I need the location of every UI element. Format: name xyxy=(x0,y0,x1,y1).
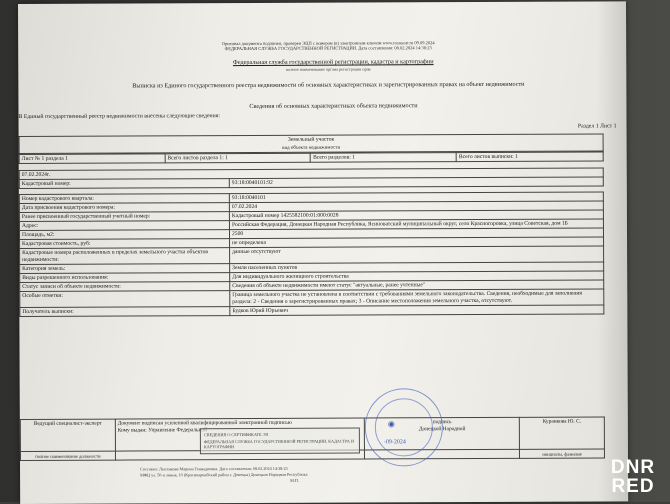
stamp-date: -09-2024 xyxy=(384,439,406,445)
row-label: Категория земель: xyxy=(20,264,230,274)
row-label: Получатель выписки: xyxy=(20,307,230,317)
intro-text: В Единый государственный реестр недвижимости внесены следующие сведения: xyxy=(18,113,220,120)
seal-ring xyxy=(375,398,433,456)
cadastral-value: 93:18:0040101:92 xyxy=(229,177,603,188)
name-caption: инициалы, фамилия xyxy=(520,449,605,458)
row-value: 2500 xyxy=(229,228,603,239)
row-label: Кадастровая стоимость, руб: xyxy=(20,239,230,249)
row-value: Российская Федерация, Донецкая Народная Республика, Ясиноватский муниципальный округ, село Красногоровка, улица Советская, дом 1Б xyxy=(229,219,603,230)
position-caption: полное наименование должности xyxy=(20,451,115,460)
object-kind: Земельный участок xyxy=(19,134,603,145)
row-label: Статус записи об объекте недвижимости: xyxy=(20,282,230,292)
doc-signed-label: Документ подписан усиленной квалифицированной электронной подписью xyxy=(118,419,363,427)
watermark-line-1: DNR xyxy=(604,458,662,477)
row-label: Дата присвоения кадастрового номера: xyxy=(19,203,229,213)
section-label: Раздел 1 Лист 1 xyxy=(578,123,617,129)
signer-name: Куранкова Ю. С. xyxy=(519,417,604,449)
row-value: данные отсутствуют xyxy=(230,246,604,264)
region-label: Донецкой Народной xyxy=(367,425,517,433)
row-label: Ранее присвоенный государственный учетный номер: xyxy=(19,212,229,222)
row-value: Будков Юрий Юрьевич xyxy=(230,305,604,316)
official-seal-icon xyxy=(365,388,443,466)
row-value: Граница земельного участка не установлена в соответствии с требованиями земельного законодательства. Сведения, необходимые для заполнения раздела: 2 - Сведения о зарегистрированных правах; 3 - Описание местоположения земельного участка, отсутствуют. xyxy=(230,289,604,307)
certificate-box xyxy=(200,428,360,455)
position-label: Ведущий специалист-эксперт xyxy=(20,419,115,451)
extract-title: Выписка из Единого государственного реестра недвижимости об основных характеристиках и зарегистрированных правах на объект недвижимости xyxy=(58,80,598,89)
date-table xyxy=(19,167,604,189)
footer-line-2: МФЦ ул. 50-я линия, 10 (Красноармейский район г. Донецка) Донецкая Народная Республика xyxy=(140,472,307,478)
row-value: 07.02.2024 xyxy=(229,201,603,212)
watermark-line-2: RED xyxy=(604,477,662,496)
service-name: Федеральная служба государственной регистрации, кадастра и картографии xyxy=(118,58,548,67)
row-label: Кадастровые номера расположенных в пределах земельного участка объектов недвижимости: xyxy=(20,248,230,265)
issuer-text: ФЕДЕРАЛЬНАЯ СЛУЖБА ГОСУДАРСТВЕННОЙ РЕГИСТРАЦИИ, КАДАСТРА И КАРТОГРАФИИ xyxy=(204,439,358,450)
row-label: Номер кадастрового квартала: xyxy=(19,194,229,204)
section-title: Сведения об основных характеристиках объекта недвижимости xyxy=(118,102,548,111)
fine-print-2: ФЕДЕРАЛЬНАЯ СЛУЖБА ГОСУДАРСТВЕННОЙ РЕГИСТРАЦИИ. Дата составления: 08.02.2024 14:38:23 xyxy=(128,45,528,52)
document-sheet xyxy=(18,1,628,504)
footer-line-3: М.П. xyxy=(290,478,299,483)
fine-print-1: Оригинал документа подлинен, проверен ЭЦП с номером (в) электронным ключом www.rosreestr.ru 09.09.2024 xyxy=(128,40,528,47)
row-label: Особые отметки: xyxy=(20,291,230,308)
row-value: Для индивидуального жилищного строительства xyxy=(230,271,604,282)
properties-table xyxy=(19,191,605,317)
row-label: Адрес: xyxy=(19,221,229,231)
list-label: Лист № 1 раздела 1 xyxy=(19,154,165,164)
table-row xyxy=(20,305,604,317)
cert-text: СВЕДЕНИЯ О СЕРТИФИКАТЕ ЭП xyxy=(204,432,269,437)
seal-emblem: ◉ xyxy=(388,419,395,428)
sign-word: подпись xyxy=(367,418,517,426)
total-sections: Всего разделов: 1 xyxy=(311,153,457,163)
cadastral-label: Кадастровый номер: xyxy=(19,179,229,189)
total-section-sheets: Всего листов раздела 1: 1 xyxy=(165,153,311,163)
row-value: Кадастровый номер 1425582100:01:000:0028 xyxy=(229,210,603,221)
extract-date: 07.02.2024г. xyxy=(19,168,603,180)
row-label: Площадь, м2: xyxy=(19,230,229,240)
row-value: 93:18:0040101 xyxy=(229,192,603,203)
watermark-logo xyxy=(604,458,662,496)
row-value: не определена xyxy=(230,237,604,248)
department-label: Кому выдан: Управление Федеральной xyxy=(118,426,363,434)
footer-line-1: Составил: Лысенкова Марина Геннадиевна. Дата составления: 08.02.2024 14:38:23 xyxy=(140,466,288,472)
sheet-counter-table xyxy=(19,151,604,164)
row-value: Сведения об объекте недвижимости имеют статус "актуальные, ранее учтенные" xyxy=(230,280,604,291)
service-caption: полное наименование органа регистрации прав xyxy=(228,66,428,72)
object-kind-caption: вид объекта недвижимости xyxy=(19,142,603,153)
row-label: Виды разрешенного использования: xyxy=(20,273,230,283)
total-extract-sheets: Всего листов выписки: 1 xyxy=(456,152,603,162)
row-value: Земли населенных пунктов xyxy=(230,262,604,273)
